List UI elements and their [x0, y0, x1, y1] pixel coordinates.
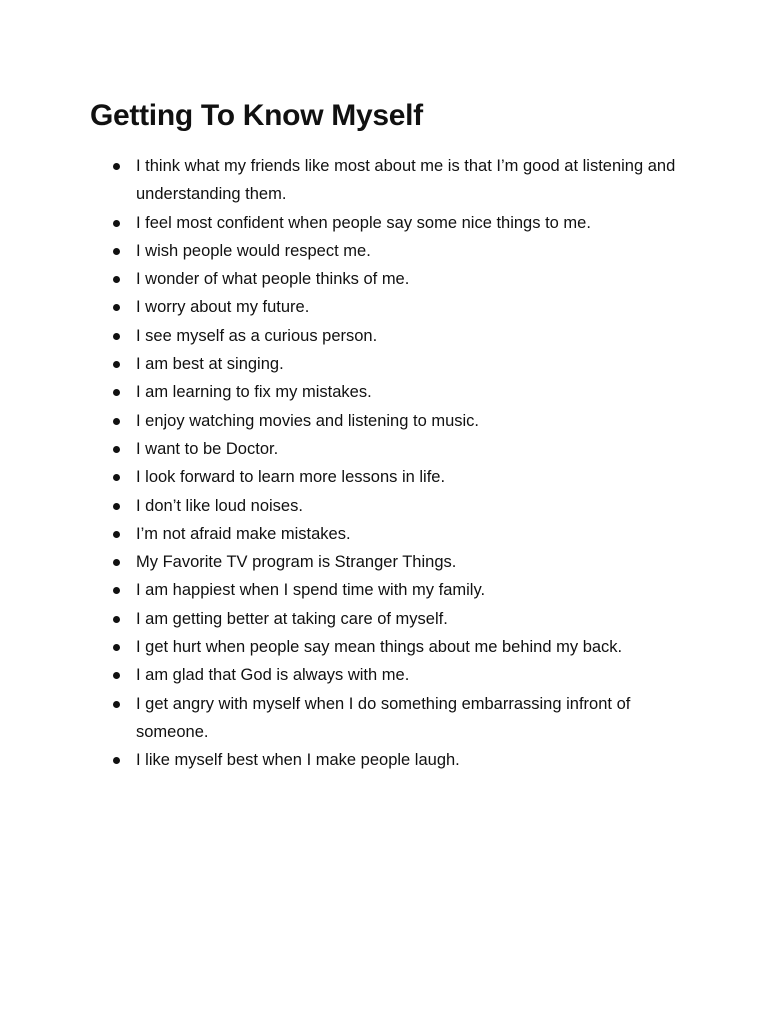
- bullet-list: [112, 152, 687, 775]
- list-item: [112, 322, 687, 350]
- bullet-icon: [113, 389, 120, 396]
- list-item: [112, 690, 687, 747]
- list-item-text: I feel most confident when people say some nice things to me.: [136, 213, 591, 232]
- list-item-text: I like myself best when I make people laugh.: [136, 751, 460, 770]
- list-item-text: I am happiest when I spend time with my family.: [136, 581, 486, 600]
- list-item: [112, 605, 687, 633]
- bullet-icon: [113, 361, 120, 368]
- list-item-text: I get angry with myself when I do something embarrassing infront of someone.: [136, 694, 631, 741]
- list-item-text: I am best at singing.: [136, 355, 284, 374]
- bullet-icon: [113, 701, 120, 708]
- bullet-icon: [113, 163, 120, 170]
- document-title: Getting To Know Myself: [90, 99, 423, 132]
- list-item: [112, 435, 687, 463]
- list-item-text: I wonder of what people thinks of me.: [136, 270, 410, 289]
- bullet-icon: [113, 587, 120, 594]
- bullet-icon: [113, 418, 120, 425]
- list-item: [112, 746, 687, 774]
- list-item: [112, 661, 687, 689]
- list-item: [112, 407, 687, 435]
- list-item: [112, 293, 687, 321]
- list-item-text: I am glad that God is always with me.: [136, 666, 410, 685]
- bullet-icon: [113, 672, 120, 679]
- list-item-text: I don’t like loud noises.: [136, 496, 303, 515]
- list-item: [112, 548, 687, 576]
- bullet-icon: [113, 333, 120, 340]
- bullet-icon: [113, 559, 120, 566]
- list-item: [112, 463, 687, 491]
- bullet-icon: [113, 503, 120, 510]
- list-item: [112, 492, 687, 520]
- list-item-text: I’m not afraid make mistakes.: [136, 524, 351, 543]
- list-item: [112, 350, 687, 378]
- list-item-text: I see myself as a curious person.: [136, 326, 378, 345]
- list-item-text: I want to be Doctor.: [136, 439, 279, 458]
- list-item-text: I am learning to fix my mistakes.: [136, 383, 372, 402]
- bullet-icon: [113, 248, 120, 255]
- list-item-text: I get hurt when people say mean things about me behind my back.: [136, 638, 623, 657]
- list-item-text: I am getting better at taking care of myself.: [136, 609, 448, 628]
- list-item: [112, 265, 687, 293]
- bullet-icon: [113, 531, 120, 538]
- bullet-icon: [113, 474, 120, 481]
- list-item-text: I worry about my future.: [136, 298, 310, 317]
- list-item: [112, 576, 687, 604]
- bullet-icon: [113, 446, 120, 453]
- bullet-icon: [113, 644, 120, 651]
- list-item: [112, 378, 687, 406]
- bullet-icon: [113, 276, 120, 283]
- list-item-text: I look forward to learn more lessons in life.: [136, 468, 446, 487]
- list-item: [112, 633, 687, 661]
- list-item-text: I think what my friends like most about me is that I’m good at listening and understanding them.: [136, 157, 676, 204]
- bullet-icon: [113, 220, 120, 227]
- list-item: [112, 520, 687, 548]
- bullet-icon: [113, 616, 120, 623]
- list-item: [112, 209, 687, 237]
- bullet-icon: [113, 757, 120, 764]
- list-item-text: My Favorite TV program is Stranger Things.: [136, 553, 457, 572]
- list-item-text: I enjoy watching movies and listening to music.: [136, 411, 480, 430]
- list-item: [112, 237, 687, 265]
- bullet-icon: [113, 304, 120, 311]
- list-item: [112, 152, 687, 209]
- list-item-text: I wish people would respect me.: [136, 241, 371, 260]
